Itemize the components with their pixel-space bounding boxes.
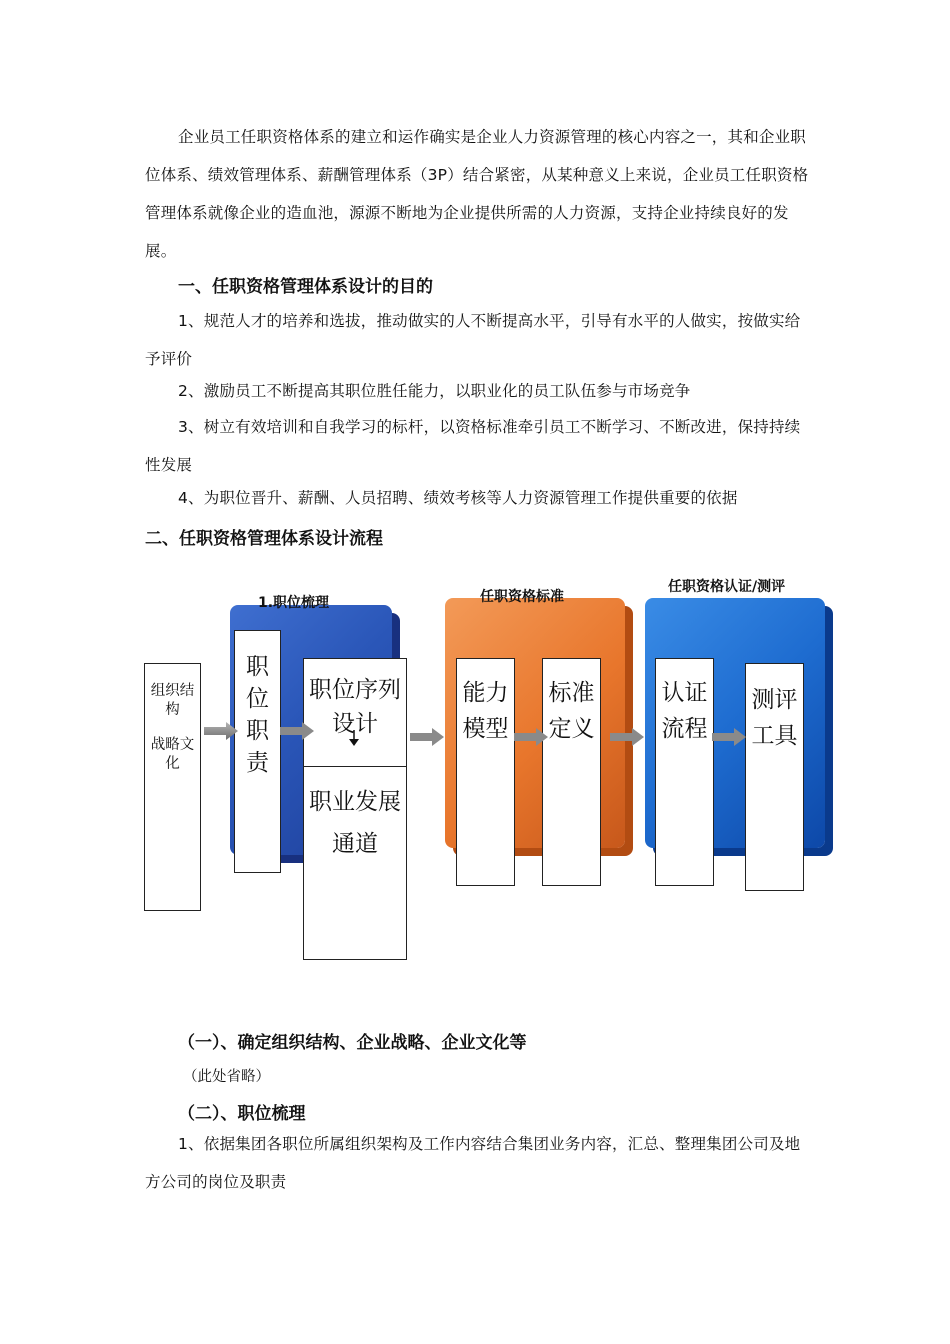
section2-heading: 二、任职资格管理体系设计流程 — [145, 529, 383, 549]
sub1-heading: （一）、确定组织结构、企业战略、企业文化等 — [178, 1033, 527, 1053]
ability-box: 能力模型 — [456, 658, 515, 886]
arrow-right-icon — [204, 722, 238, 740]
tool-box: 测评工具 — [745, 663, 804, 891]
purpose-item-4: 4、为职位晋升、薪酬、人员招聘、绩效考核等人力资源管理工作提供重要的依据 — [178, 489, 738, 507]
sub2-heading: （二）、职位梳理 — [178, 1104, 306, 1124]
input-box — [144, 663, 201, 911]
arrow-right-icon — [280, 722, 314, 740]
purpose-item-3: 3、树立有效培训和自我学习的标杆，以资格标准牵引员工不断学习、不断改进，保持持续性发展 — [145, 418, 801, 474]
intro-paragraph: 企业员工任职资格体系的建立和运作确实是企业人力资源管理的核心内容之一，其和企业职位体系、绩效管理体系、薪酬管理体系（3P）结合紧密，从某种意义上来说，企业员工任职资格管理体系就像企业的造血池，源源不断地为企业提供所需的人力资源，支持企业持续良好的发展。 — [145, 128, 809, 260]
arrow-right-icon — [712, 728, 746, 746]
section1-heading: 一、任职资格管理体系设计的目的 — [178, 277, 433, 297]
input-box-line1: 组织结构 — [150, 683, 195, 718]
sub2-item-1: 1、依据集团各职位所属组织架构及工作内容结合集团业务内容，汇总、整理集团公司及地方公司的岗位及职责 — [145, 1135, 801, 1191]
arrow-right-icon — [410, 728, 444, 746]
input-box-line2: 战略文化 — [150, 737, 195, 772]
cert-box: 认证流程 — [655, 658, 714, 886]
group3-label: 任职资格认证/测评 — [668, 579, 786, 595]
group2-label: 任职资格标准 — [480, 589, 564, 605]
sequence-box: 职位序列设计 — [303, 658, 407, 768]
purpose-item-1: 1、规范人才的培养和选拔，推动做实的人不断提高水平，引导有水平的人做实，按做实给予评价 — [145, 312, 801, 368]
arrow-down-icon — [348, 730, 360, 746]
purpose-item-2: 2、激励员工不断提高其职位胜任能力，以职业化的员工队伍参与市场竞争 — [178, 382, 691, 400]
sub1-note: （此处省略） — [183, 1069, 270, 1085]
arrow-right-icon — [610, 728, 644, 746]
standard-box: 标准定义 — [542, 658, 601, 886]
flow-diagram — [140, 570, 840, 970]
arrow-right-icon — [514, 728, 548, 746]
career-box: 职业发展通道 — [303, 766, 407, 960]
duty-box: 职位职责 — [234, 630, 281, 873]
group1-label: 1.职位梳理 — [258, 595, 330, 611]
